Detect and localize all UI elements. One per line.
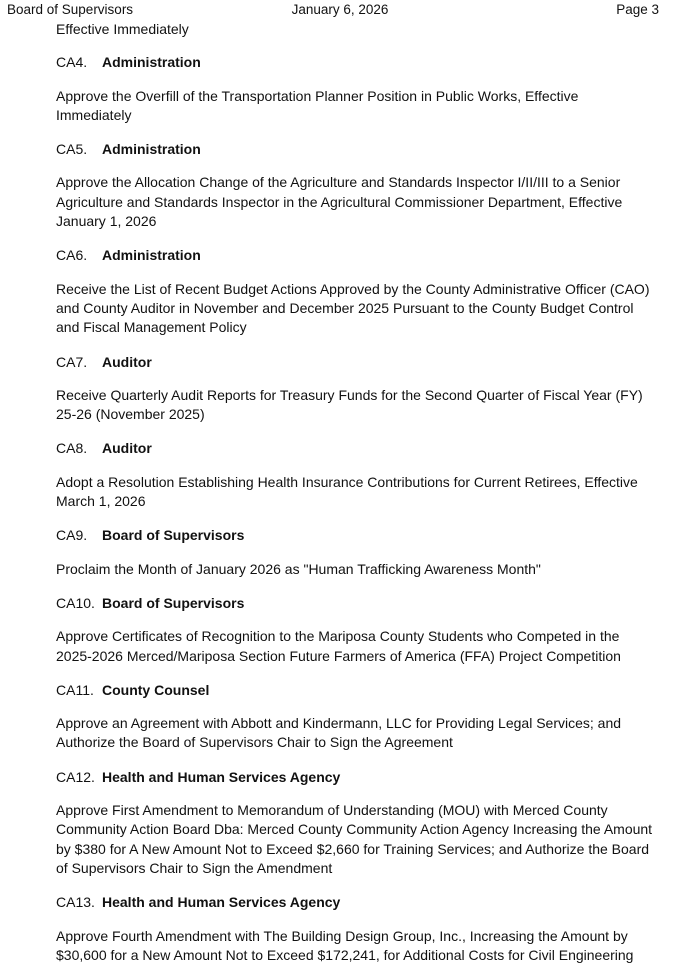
continued-text: Effective Immediately — [56, 21, 189, 37]
agenda-item-description: Receive Quarterly Audit Reports for Treasury Funds for the Second Quarter of Fiscal Year (FY) 25-26 (November 2025) — [56, 386, 643, 423]
agenda-item-ca11 — [56, 681, 656, 753]
agenda-item-department: Auditor — [102, 353, 152, 370]
agenda-item-description: Proclaim the Month of January 2026 as "Human Trafficking Awareness Month" — [56, 560, 541, 577]
agenda-item-department: Auditor — [102, 440, 152, 457]
agenda-item-number: CA6. — [56, 247, 88, 264]
agenda-item-number: CA10. — [56, 594, 95, 611]
agenda-item-ca13 — [56, 893, 656, 965]
agenda-item-department: Health and Human Services Agency — [102, 768, 341, 785]
agenda-item-department: Health and Human Services Agency — [102, 894, 341, 911]
agenda-item-department: County Counsel — [102, 681, 210, 698]
agenda-item-department: Administration — [102, 54, 201, 71]
agenda-item-description: Approve an Agreement with Abbott and Kindermann, LLC for Providing Legal Services; and Authorize the Board of Supervisors Chair to Sign the Agreement — [56, 715, 622, 751]
agenda-item-heading — [56, 526, 656, 545]
agenda-item-number: CA13. — [56, 894, 95, 911]
agenda-item-number: CA12. — [56, 768, 95, 785]
agenda-item-heading — [56, 353, 656, 372]
agenda-item-heading — [56, 893, 656, 912]
agenda-item-heading — [56, 681, 656, 700]
agenda-item-description: Approve Fourth Amendment with The Building Design Group, Inc., Increasing the Amount by $30,600 for a New Amount Not to Exceed $172,241, for Additional Costs for Civil Engineering — [56, 927, 634, 963]
agenda-item-ca4 — [56, 53, 656, 125]
agenda-item-ca5 — [56, 140, 656, 231]
agenda-content — [56, 20, 656, 980]
agenda-item-description: Approve the Overfill of the Transportation Planner Position in Public Works, Effective Immediately — [56, 87, 579, 123]
agenda-item-description: Approve First Amendment to Memorandum of Understanding (MOU) with Merced County Community Action Board Dba: Merced County Community Action Agency Increasing the Amount by $380 for A New Amount Not to Exceed $2,660 for Training Services; and Authorize the Board of Supervisors Chair to Sign the Amendment — [56, 802, 653, 876]
agenda-item-ca7 — [56, 353, 656, 425]
agenda-item-ca10 — [56, 594, 656, 666]
header-board-name: Board of Supervisors — [7, 2, 134, 17]
agenda-item-description: Approve Certificates of Recognition to the Mariposa County Students who Competed in the 2025-2026 Merced/Mariposa Section Future Farmers of America (FFA) Project Competition — [56, 628, 621, 664]
agenda-item-number: CA5. — [56, 141, 88, 158]
agenda-item-number: CA4. — [56, 54, 88, 71]
agenda-item-ca8 — [56, 439, 656, 511]
agenda-item-ca12 — [56, 768, 656, 878]
header-date: January 6, 2026 — [291, 2, 389, 17]
agenda-item-heading — [56, 140, 656, 159]
agenda-item-description: Adopt a Resolution Establishing Health Insurance Contributions for Current Retirees, Effective March 1, 2026 — [56, 473, 638, 510]
agenda-item-heading — [56, 594, 656, 613]
agenda-item-heading — [56, 246, 656, 265]
agenda-item-number: CA9. — [56, 527, 88, 544]
agenda-item-department: Board of Supervisors — [102, 594, 245, 611]
agenda-item-heading — [56, 53, 656, 72]
agenda-item-ca9 — [56, 526, 656, 579]
header-page-number: Page 3 — [616, 2, 659, 17]
agenda-item-department: Administration — [102, 141, 201, 158]
agenda-item-description: Receive the List of Recent Budget Actions Approved by the County Administrative Officer (CAO) and County Auditor in November and December 2025 Pursuant to the County Budget Control and Fiscal Management Policy — [56, 280, 650, 336]
agenda-item-department: Board of Supervisors — [102, 527, 245, 544]
agenda-item-number: CA11. — [56, 681, 94, 698]
agenda-item-number: CA8. — [56, 440, 88, 457]
agenda-item-ca6 — [56, 246, 656, 337]
page-header — [0, 0, 680, 20]
agenda-item-heading — [56, 768, 656, 787]
agenda-item-heading — [56, 439, 656, 458]
agenda-item-number: CA7. — [56, 353, 88, 370]
agenda-item-department: Administration — [102, 247, 201, 264]
agenda-item-description: Approve the Allocation Change of the Agriculture and Standards Inspector I/II/III to a Senior Agriculture and Standards Inspector in the Agricultural Commissioner Department, Effective January 1, 2026 — [56, 174, 623, 230]
